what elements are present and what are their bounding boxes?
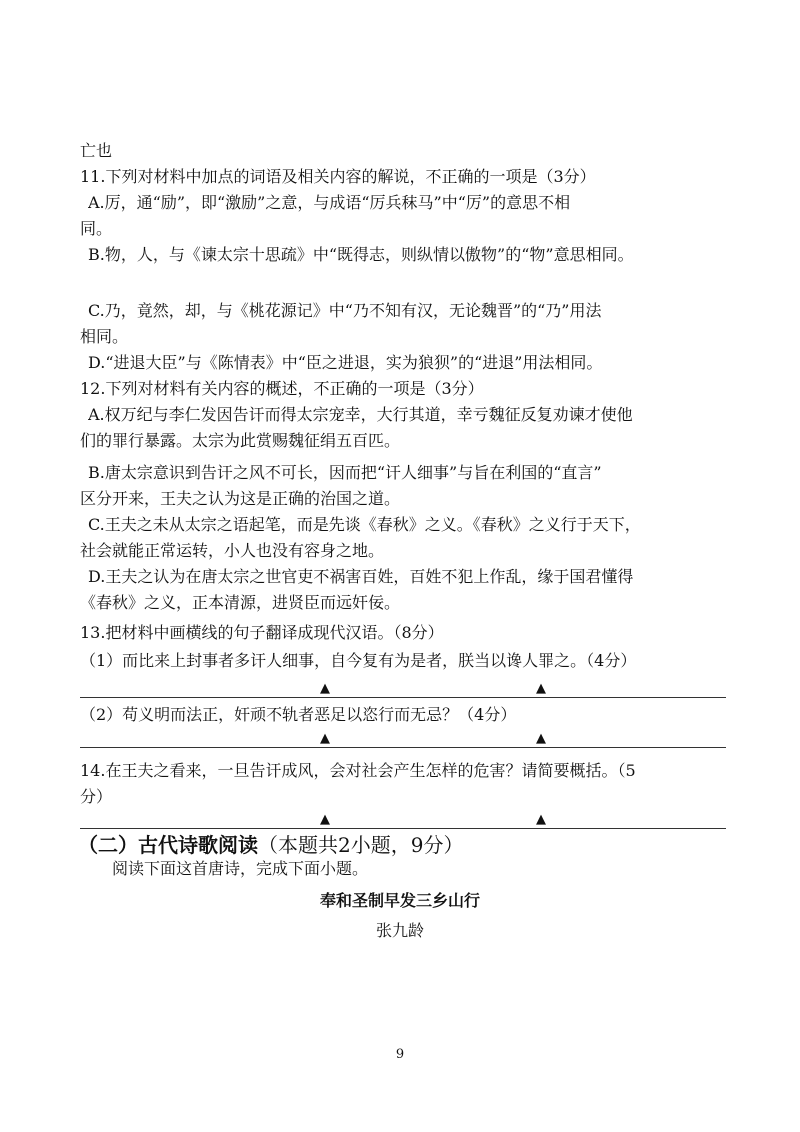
question-12: 12.下列对材料有关内容的概述，不正确的一项是（3分） xyxy=(80,379,484,398)
option-11-a: A.厉，通“励”，即“激励”之意，与成语“厉兵秣马”中“厉”的意思不相 xyxy=(88,193,571,212)
question-13-part-1: （1）而比来上封事者多讦人细事，自今复有为是者，朕当以谗人罪之。（4分） xyxy=(80,651,637,670)
option-12-d: D.王夫之认为在唐太宗之世官吏不祸害百姓，百姓不犯上作乱，缘于国君懂得 xyxy=(88,567,634,586)
section-instruction: 阅读下面这首唐诗，完成下面小题。 xyxy=(112,859,369,878)
option-11-c-cont: 相同。 xyxy=(80,327,129,346)
section-subtitle: （本题共2小题，9分） xyxy=(258,833,464,857)
poem-title: 奉和圣制早发三乡山行 xyxy=(319,891,480,910)
answer-marker: ▲ xyxy=(536,731,546,746)
question-13-part-2: （2）苟义明而法正，奸顽不轨者恶足以恣行而无忌？（4分） xyxy=(80,705,517,724)
option-12-b-cont: 区分开来，王夫之认为这是正确的治国之道。 xyxy=(80,489,401,508)
poem-author: 张九龄 xyxy=(375,921,424,940)
text-line: 亡也 xyxy=(80,141,113,160)
option-12-a: A.权万纪与李仁发因告讦而得太宗宠幸，大行其道，幸亏魏征反复劝谏才使他 xyxy=(88,405,633,424)
section-heading xyxy=(78,831,728,859)
option-11-b: B.物，人，与《谏太宗十思疏》中“既得志，则纵情以傲物”的“物”意思相同。 xyxy=(88,245,634,264)
answer-marker: ▲ xyxy=(320,812,330,827)
answer-marker: ▲ xyxy=(320,731,330,746)
question-11: 11.下列对材料中加点的词语及相关内容的解说，不正确的一项是（3分） xyxy=(80,167,596,186)
answer-line-13-2[interactable] xyxy=(80,747,726,748)
question-14-cont: 分） xyxy=(80,787,113,806)
option-12-b: B.唐太宗意识到告讦之风不可长，因而把“讦人细事”与旨在利国的“直言” xyxy=(88,463,602,482)
option-12-c-cont: 社会就能正常运转，小人也没有容身之地。 xyxy=(80,541,385,560)
option-12-d-cont: 《春秋》之义，正本清源，进贤臣而远奸佞。 xyxy=(80,593,401,612)
question-14: 14.在王夫之看来，一旦告讦成风，会对社会产生怎样的危害？请简要概括。（5 xyxy=(80,761,636,780)
option-12-c: C.王夫之未从太宗之语起笔，而是先谈《春秋》之义。《春秋》之义行于天下， xyxy=(88,515,641,534)
option-12-a-cont: 们的罪行暴露。太宗为此赏赐魏征绢五百匹。 xyxy=(80,431,401,450)
question-13: 13.把材料中画横线的句子翻译成现代汉语。（8分） xyxy=(80,623,444,642)
answer-marker: ▲ xyxy=(536,812,546,827)
answer-line-13-1[interactable] xyxy=(80,697,726,698)
section-title: （二）古代诗歌阅读 xyxy=(78,833,258,857)
answer-marker: ▲ xyxy=(320,681,330,696)
option-11-c: C.乃，竟然，却，与《桃花源记》中“乃不知有汉，无论魏晋”的“乃”用法 xyxy=(88,301,602,320)
answer-line-14[interactable] xyxy=(80,828,726,829)
answer-marker: ▲ xyxy=(536,681,546,696)
option-11-a-cont: 同。 xyxy=(80,219,113,238)
option-11-d: D.“进退大臣”与《陈情表》中“臣之进退，实为狼狈”的“进退”用法相同。 xyxy=(88,353,603,372)
page-number: 9 xyxy=(395,1047,405,1062)
